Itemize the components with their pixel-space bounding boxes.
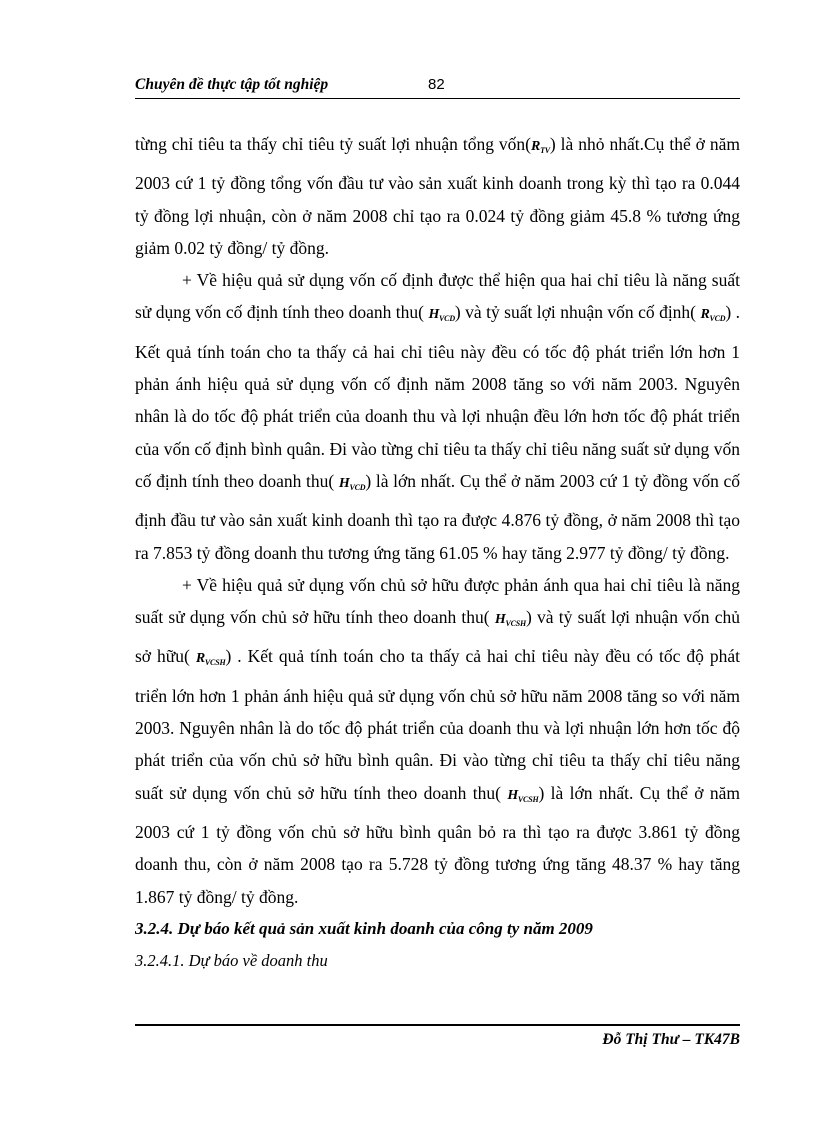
page-header bbox=[135, 74, 740, 99]
paragraph-fixed-capital bbox=[135, 264, 740, 569]
footer-divider bbox=[135, 1024, 740, 1026]
symbol-r-vcd: $R_{VCD}$ bbox=[700, 307, 726, 324]
footer-author: Đỗ Thị Thư – TK47B bbox=[602, 1031, 740, 1048]
text-run: + Về hiệu quả sử dụng vốn cố định được thể hiện qua hai chỉ tiêu là năng suất sử dụng vốn cố định tính theo doanh thu( bbox=[135, 270, 740, 323]
text-run: ) . Kết quả tính toán cho ta thấy cả hai chỉ tiêu này đều có tốc độ phát triển lớn hơn 1 phản ánh hiệu quả sử dụng vốn chủ sở hữu năm 2008 tăng so với năm 2003. Nguyên nhân là do tốc độ phát triển của doanh thu và lợi nhuận lớn hơn tốc độ phát triển của vốn chủ sở hữu bình quân. Đi vào từng chỉ tiêu ta thấy chỉ tiêu năng suất sử dụng vốn chủ sở hữu tính theo doanh thu( bbox=[135, 646, 740, 803]
text-run: ) . Kết quả tính toán cho ta thấy cả hai chỉ tiêu này đều có tốc độ phát triển lớn hơn 1 phản ánh hiệu quả sử dụng vốn cố định năm 2008 tăng so với năm 2003. Nguyên nhân là do tốc độ phát triển của doanh thu và lợi nhuận đều lớn hơn tốc độ phát triển của vốn cố định bình quân. Đi vào từng chỉ tiêu ta thấy chỉ tiêu năng suất sử dụng vốn cố định tính theo doanh thu( bbox=[135, 302, 741, 491]
text-run: từng chỉ tiêu ta thấy chỉ tiêu tỷ suất lợi nhuận tổng vốn( bbox=[135, 134, 532, 154]
text-run: ) là nhỏ nhất.Cụ thể ở năm 2003 cứ 1 tỷ đồng tổng vốn đầu tư vào sản xuất kinh doanh trong kỳ thì tạo ra 0.044 tỷ đồng lợi nhuận, còn ở năm 2008 chỉ tạo ra 0.024 tỷ đồng giảm 45.8 % tương ứng giảm 0.02 tỷ đồng/ tỷ đồng. bbox=[135, 134, 740, 258]
text-run: ) và tỷ suất lợi nhuận vốn chủ sở hữu( bbox=[135, 607, 740, 667]
header-title: Chuyên đề thực tập tốt nghiệp bbox=[135, 76, 329, 93]
symbol-h-vcsh: $H_{VCSH}$ bbox=[494, 612, 526, 629]
text-run: ) là lớn nhất. Cụ thể ở năm 2003 cứ 1 tỷ đồng vốn cố định đầu tư vào sản xuất kinh doanh thì tạo ra được 4.876 tỷ đồng, ở năm 2008 thì tạo ra 7.853 tỷ đồng doanh thu tương ứng tăng 61.05 % hay tăng 2.977 tỷ đồng/ tỷ đồng. bbox=[135, 470, 741, 563]
text-run: + Về hiệu quả sử dụng vốn chủ sở hữu được phản ánh qua hai chỉ tiêu là năng suất sử dụng vốn chủ sở hữu tính theo doanh thu( bbox=[135, 574, 740, 628]
page-number: 82 bbox=[428, 76, 445, 93]
symbol-h-vcd: $H_{VCD}$ bbox=[428, 307, 455, 324]
paragraph-equity-capital bbox=[135, 569, 740, 913]
paragraph-total-capital bbox=[135, 128, 740, 264]
text-run: ) là lớn nhất. Cụ thể ở năm 2003 cứ 1 tỷ đồng vốn chủ sở hữu bình quân bỏ ra thì tạo ra được 3.861 tỷ đồng doanh thu, còn ở năm 2008 tạo ra 5.728 tỷ đồng tương ứng tăng 48.37 % hay tăng 1.867 tỷ đồng/ tỷ đồng. bbox=[135, 782, 740, 907]
text-run: ) và tỷ suất lợi nhuận vốn cố định( bbox=[454, 302, 697, 323]
symbol-h-vcsh: $H_{VCSH}$ bbox=[507, 787, 539, 804]
symbol-r-vcsh: $R_{VCSH}$ bbox=[195, 651, 226, 668]
symbol-h-vcd: $H_{VCD}$ bbox=[338, 475, 366, 492]
subsection-heading: 3.2.4.1. Dự báo về doanh thu bbox=[135, 951, 328, 971]
section-heading: 3.2.4. Dự báo kết quả sản xuất kinh doanh của công ty năm 2009 bbox=[135, 918, 593, 938]
symbol-r-tv: $R_{TV}$ bbox=[531, 139, 550, 155]
document-body bbox=[135, 128, 740, 977]
